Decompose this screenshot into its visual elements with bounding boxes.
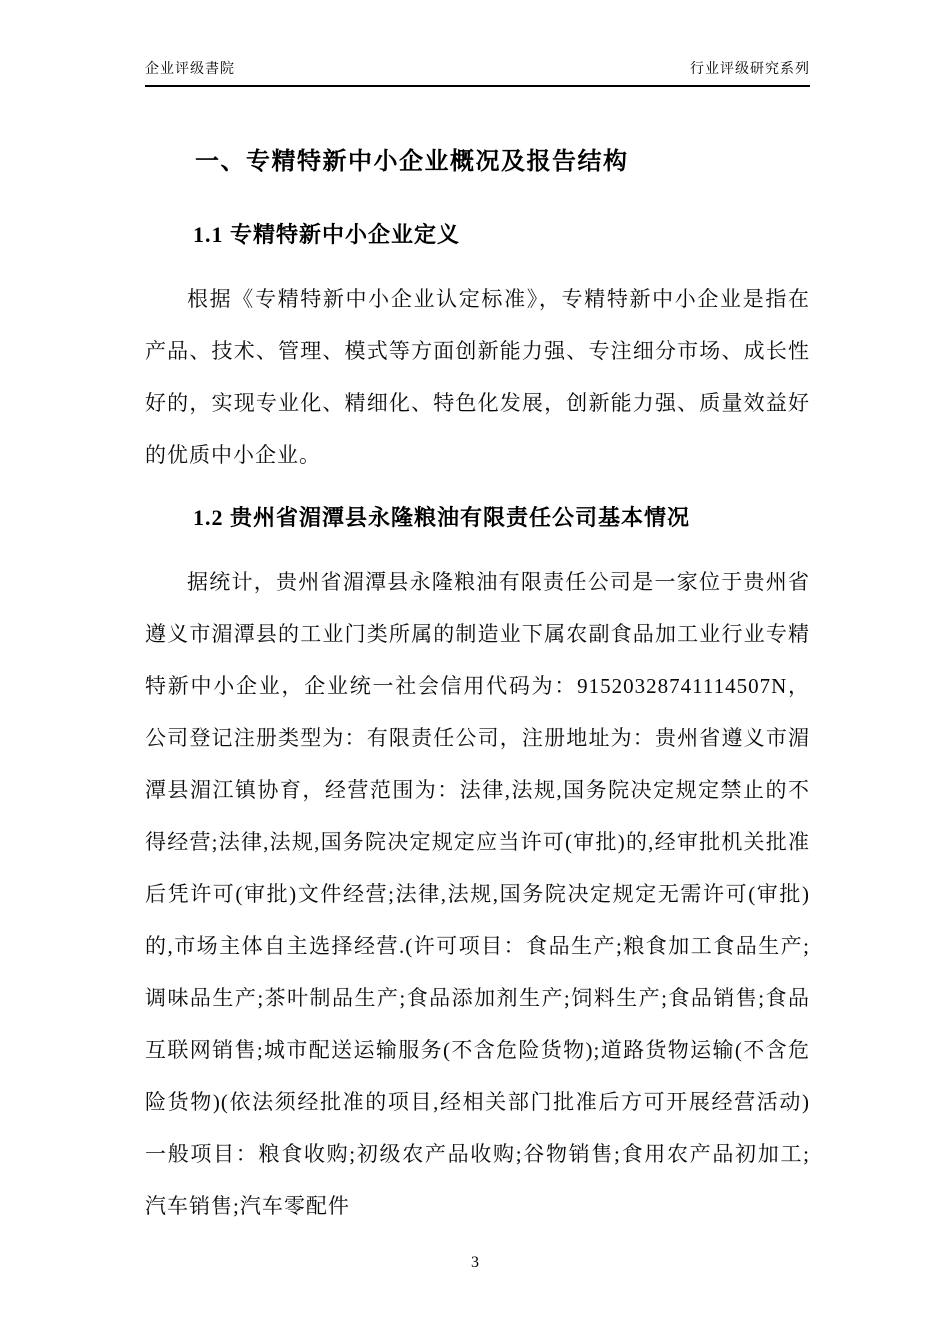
header-right-text: 行业评级研究系列 xyxy=(690,62,810,77)
paragraph-company-info: 据统计，贵州省湄潭县永隆粮油有限责任公司是一家位于贵州省遵义市湄潭县的工业门类所属的制造业下属农副食品加工业行业专精特新中小企业，企业统一社会信用代码为：91520328741114507N，公司登记注册类型为：有限责任公司，注册地址为：贵州省遵义市湄潭县湄江镇协育，经营范围为：法律,法规,国务院决定规定禁止的不得经营;法律,法规,国务院决定规定应当许可(审批)的,经审批机关批准后凭许可(审批)文件经营;法律,法规,国务院决定规定无需许可(审批)的,市场主体自主选择经营.(许可项目：食品生产;粮食加工食品生产;调味品生产;茶叶制品生产;食品添加剂生产;饲料生产;食品销售;食品互联网销售;城市配送运输服务(不含危险货物);道路货物运输(不含危险货物)(依法须经批准的项目,经相关部门批准后方可开展经营活动)一般项目：粮食收购;初级农产品收购;谷物销售;食用农产品初加工;汽车销售;汽车零配件 xyxy=(145,570,810,1218)
header-left-text: 企业评级書院 xyxy=(145,62,235,77)
subsection-heading-1-1: 1.1 专精特新中小企业定义 xyxy=(193,222,461,247)
section-heading: 一、专精特新中小企业概况及报告结构 xyxy=(195,149,629,175)
subsection-heading-1-2: 1.2 贵州省湄潭县永隆粮油有限责任公司基本情况 xyxy=(193,505,691,530)
paragraph-definition: 根据《专精特新中小企业认定标准》，专精特新中小企业是指在产品、技术、管理、模式等方面创新能力强、专注细分市场、成长性好的，实现专业化、精细化、特色化发展，创新能力强、质量效益好的优质中小企业。 xyxy=(145,287,810,467)
page-header xyxy=(145,58,810,87)
page-number: 3 xyxy=(471,1254,479,1271)
